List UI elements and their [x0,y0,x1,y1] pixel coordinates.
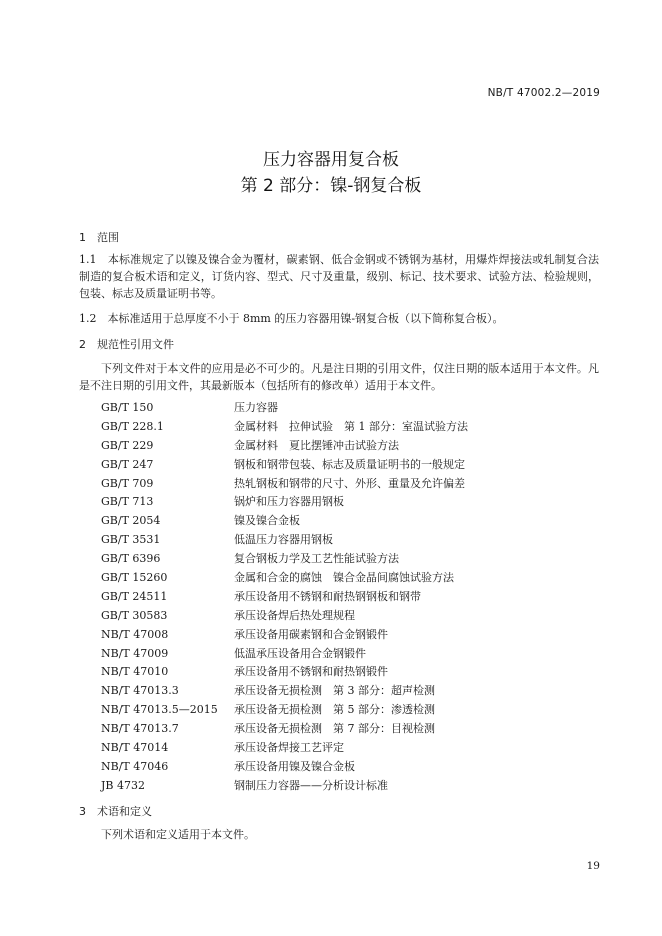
reference-title: 复合钢板力学及工艺性能试验方法 [234,552,399,566]
reference-title: 承压设备无损检测 第 5 部分：渗透检测 [234,703,435,717]
reference-code: GB/T 15260 [101,571,168,585]
reference-code: NB/T 47008 [101,627,169,641]
reference-code: GB/T 2054 [101,514,161,528]
reference-title: 承压设备无损检测 第 3 部分：超声检测 [234,684,435,698]
reference-code: NB/T 47009 [101,646,169,660]
reference-row [101,777,468,796]
standard-code: NB/T 47002.2—2019 [487,87,600,99]
reference-title: 钢板和钢带包装、标志及质量证明书的一般规定 [234,457,465,471]
reference-code: NB/T 47013.3 [101,684,179,698]
clause-1-2: 1.2 本标准适用于总厚度不小于 8mm 的压力容器用镍-钢复合板（以下简称复合板）。 [79,312,504,325]
page-number: 19 [586,860,600,872]
reference-code: GB/T 30583 [101,608,168,622]
reference-row [101,645,468,664]
reference-title: 压力容器 [234,401,278,414]
reference-row [101,663,468,682]
reference-title: 低温压力容器用钢板 [234,533,333,547]
reference-row [101,607,468,626]
reference-code: GB/T 709 [101,476,154,490]
reference-row [101,531,468,550]
reference-row [101,626,468,645]
reference-list [101,399,468,796]
reference-title: 承压设备焊接工艺评定 [234,741,344,755]
section-number: 1 [79,231,86,244]
reference-title: 钢制压力容器——分析设计标准 [234,778,388,792]
reference-code: GB/T 24511 [101,589,168,603]
reference-title: 低温承压设备用合金钢锻件 [234,646,366,660]
reference-row [101,437,468,456]
reference-code: GB/T 6396 [101,552,161,566]
reference-title: 热轧钢板和钢带的尺寸、外形、重量及允许偏差 [234,476,465,490]
reference-row [101,512,468,531]
clause-1-1: 1.1 本标准规定了以镍及镍合金为覆材，碳素钢、低合金钢或不锈钢为基材，用爆炸焊接法或轧制复合法制造的复合板术语和定义，订货内容、型式、尺寸及重量，级别、标记、技术要求、试验方法、检验规则，包装、标志及质量证明书等。 [79,253,599,300]
terms-intro: 下列术语和定义适用于本文件。 [101,828,255,841]
reference-row [101,456,468,475]
reference-row [101,418,468,437]
reference-code: GB/T 150 [101,401,154,414]
reference-code: NB/T 47010 [101,665,169,679]
reference-title: 承压设备用镍及镍合金板 [234,759,355,773]
reference-row [101,550,468,569]
reference-row [101,758,468,777]
reference-row [101,569,468,588]
reference-code: GB/T 247 [101,457,154,471]
reference-code: JB 4732 [101,778,145,792]
reference-row [101,399,468,418]
reference-code: NB/T 47046 [101,759,169,773]
section-title: 术语和定义 [97,805,152,818]
reference-code: GB/T 228.1 [101,419,164,433]
section-heading-terms [79,803,152,819]
section-title: 范围 [97,231,119,244]
section-heading-normative-references [79,336,174,352]
reference-title: 承压设备用碳素钢和合金钢锻件 [234,627,388,641]
document-title: 压力容器用复合板 [263,150,399,170]
reference-title: 镍及镍合金板 [234,514,300,528]
reference-row [101,739,468,758]
reference-title: 承压设备无损检测 第 7 部分：目视检测 [234,722,435,736]
reference-code: GB/T 3531 [101,533,161,547]
reference-code: GB/T 229 [101,438,154,452]
section-title: 规范性引用文件 [97,338,174,351]
reference-title: 承压设备用不锈钢和耐热钢钢板和钢带 [234,589,421,603]
reference-code: NB/T 47013.5—2015 [101,703,218,717]
reference-title: 金属材料 夏比摆锤冲击试验方法 [234,438,399,452]
section-number: 3 [79,805,86,818]
references-intro: 下列文件对于本文件的应用是必不可少的。凡是注日期的引用文件，仅注日期的版本适用于本文件。凡是不注日期的引用文件，其最新版本（包括所有的修改单）适用于本文件。 [79,362,599,392]
section-number: 2 [79,338,86,351]
section-heading-scope [79,229,119,245]
reference-title: 锅炉和压力容器用钢板 [234,495,344,509]
reference-title: 金属材料 拉伸试验 第 1 部分：室温试验方法 [234,419,468,433]
reference-row [101,475,468,494]
reference-title: 金属和合金的腐蚀 镍合金晶间腐蚀试验方法 [234,571,454,585]
document-subtitle: 第 2 部分：镍-钢复合板 [240,176,422,196]
reference-row [101,720,468,739]
reference-title: 承压设备焊后热处理规程 [234,608,355,622]
reference-row [101,493,468,512]
reference-title: 承压设备用不锈钢和耐热钢锻件 [234,665,388,679]
reference-row [101,701,468,720]
reference-code: NB/T 47013.7 [101,722,179,736]
reference-code: GB/T 713 [101,495,154,509]
reference-code: NB/T 47014 [101,741,169,755]
reference-row [101,588,468,607]
reference-row [101,682,468,701]
